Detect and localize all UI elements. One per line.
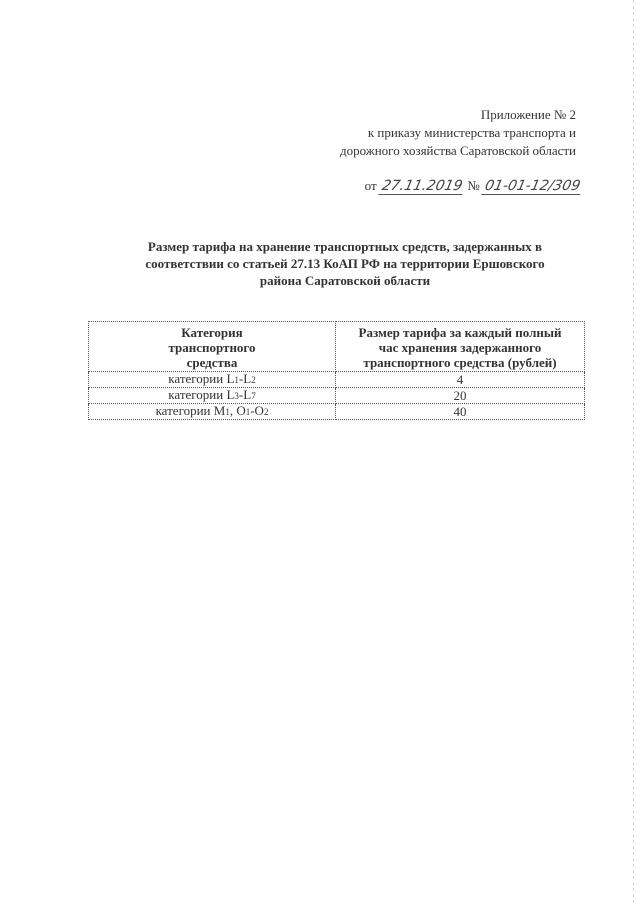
- row-tariff-value: 4: [336, 372, 585, 388]
- table-row: [89, 388, 585, 404]
- table-header-row: [89, 322, 585, 372]
- row-tariff-value: 20: [336, 388, 585, 404]
- row-category: категории M1, O1-O2: [89, 404, 336, 420]
- document-title: [95, 238, 595, 289]
- appendix-header: [340, 106, 576, 160]
- appendix-line-3: дорожного хозяйства Саратовской области: [339, 143, 576, 158]
- order-date-handwritten: 27.11.2019: [378, 178, 466, 195]
- order-number-handwritten: 01-01-12/309: [481, 178, 584, 195]
- title-line-1: Размер тарифа на хранение транспортных средств, задержанных в: [147, 239, 543, 254]
- tariff-table: [88, 321, 585, 420]
- header-tariff-amount: Размер тарифа за каждый полный час хранения задержанного транспортного средства (рублей): [336, 322, 585, 372]
- scan-edge: [633, 0, 634, 905]
- header-vehicle-category: Категория транспортного средства: [89, 322, 336, 372]
- order-date-number: [365, 178, 582, 195]
- appendix-line-1: Приложение № 2: [480, 107, 576, 122]
- order-number-sign: №: [467, 178, 480, 193]
- table-row: [89, 372, 585, 388]
- appendix-line-2: к приказу министерства транспорта и: [367, 125, 576, 140]
- row-category: категории L3-L7: [89, 388, 336, 404]
- row-tariff-value: 40: [336, 404, 585, 420]
- row-category: категории L1-L2: [89, 372, 336, 388]
- table-row: [89, 404, 585, 420]
- title-line-2: соответствии со статьей 27.13 КоАП РФ на территории Ершовского: [145, 256, 545, 271]
- order-from-label: от: [364, 178, 377, 193]
- title-line-3: района Саратовской области: [259, 273, 431, 288]
